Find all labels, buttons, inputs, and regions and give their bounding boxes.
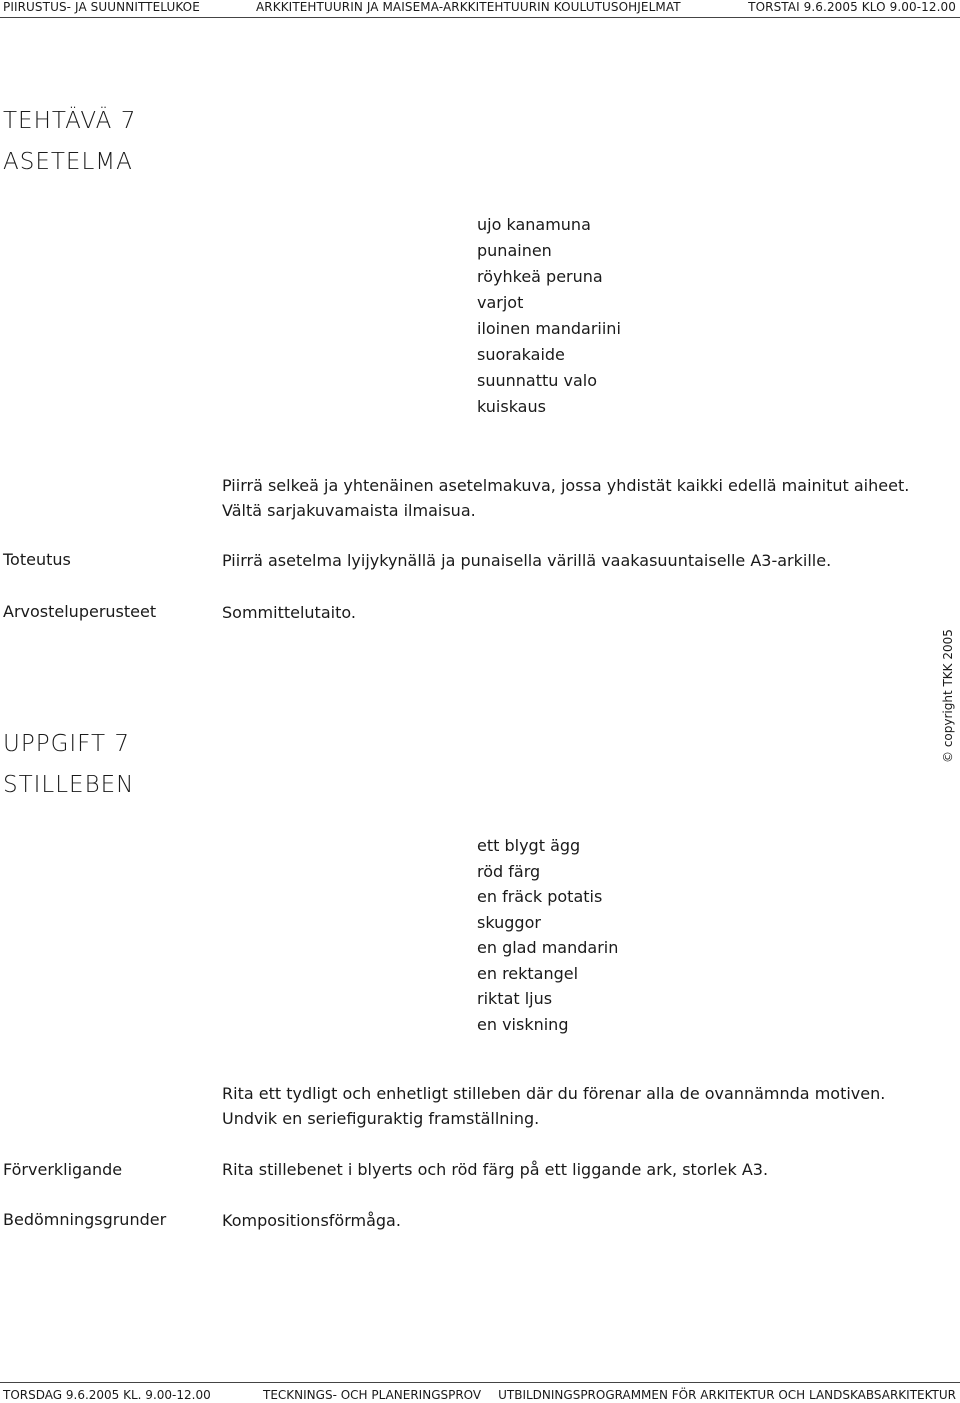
sv-task-title: STILLEBEN: [3, 772, 135, 798]
footer-center: TECKNINGS- OCH PLANERINGSPROV: [263, 1388, 482, 1402]
instruction-line: Rita ett tydligt och enhetligt stilleben där du förenar alla de ovannämnda motiven.: [222, 1084, 886, 1103]
sv-criteria-text: Kompositionsförmåga.: [222, 1211, 401, 1230]
fi-task-number: TEHTÄVÄ 7: [3, 108, 137, 134]
footer-right: UTBILDNINGSPROGRAMMEN FÖR ARKITEKTUR OCH LANDSKABSARKITEKTUR: [498, 1388, 956, 1402]
list-item: röyhkeä peruna: [477, 267, 603, 286]
fi-criteria-label: Arvosteluperusteet: [3, 602, 157, 621]
list-item: ujo kanamuna: [477, 215, 591, 234]
sv-task-number: UPPGIFT 7: [3, 731, 130, 757]
fi-implementation-text: Piirrä asetelma lyijykynällä ja punaisella värillä vaakasuuntaiselle A3-arkille.: [222, 551, 832, 570]
instruction-line: Vältä sarjakuvamaista ilmaisua.: [222, 501, 476, 520]
fi-motif-list: [477, 212, 621, 420]
list-item: suorakaide: [477, 345, 565, 364]
footer-rule: [0, 1382, 960, 1383]
list-item: röd färg: [477, 861, 541, 881]
sv-implementation-text: Rita stillebenet i blyerts och röd färg på ett liggande ark, storlek A3.: [222, 1160, 769, 1179]
fi-task-title: ASETELMA: [3, 149, 133, 175]
fi-instruction: [222, 473, 909, 523]
list-item: en fräck potatis: [477, 887, 603, 906]
instruction-line: Undvik en seriefiguraktig framställning.: [222, 1109, 540, 1128]
list-item: skuggor: [477, 912, 541, 932]
header-rule: [0, 17, 960, 18]
instruction-line: Piirrä selkeä ja yhtenäinen asetelmakuva, jossa yhdistät kaikki edellä mainitut aiheet.: [222, 476, 910, 495]
list-item: iloinen mandariini: [477, 319, 621, 338]
list-item: riktat ljus: [477, 989, 553, 1008]
header-right: TORSTAI 9.6.2005 KLO 9.00-12.00: [748, 0, 956, 14]
list-item: punainen: [477, 241, 552, 260]
list-item: varjot: [477, 293, 524, 312]
list-item: kuiskaus: [477, 397, 546, 416]
list-item: suunnattu valo: [477, 371, 597, 390]
list-item: en glad mandarin: [477, 938, 619, 957]
sv-instruction: [222, 1081, 885, 1131]
sv-criteria-label: Bedömningsgrunder: [3, 1210, 167, 1229]
header-center: ARKKITEHTUURIN JA MAISEMA-ARKKITEHTUURIN KOULUTUSOHJELMAT: [256, 0, 681, 14]
list-item: en viskning: [477, 1014, 569, 1034]
sv-implementation-label: Förverkligande: [3, 1160, 123, 1179]
sv-motif-list: [477, 833, 618, 1037]
fi-implementation-label: Toteutus: [3, 550, 71, 569]
copyright-notice: © copyright TKK 2005: [941, 629, 955, 763]
list-item: ett blygt ägg: [477, 836, 581, 855]
footer-left: TORSDAG 9.6.2005 KL. 9.00-12.00: [3, 1388, 211, 1402]
fi-criteria-text: Sommittelutaito.: [222, 603, 356, 622]
header-left: PIIRUSTUS- JA SUUNNITTELUKOE: [3, 0, 200, 14]
list-item: en rektangel: [477, 963, 579, 983]
